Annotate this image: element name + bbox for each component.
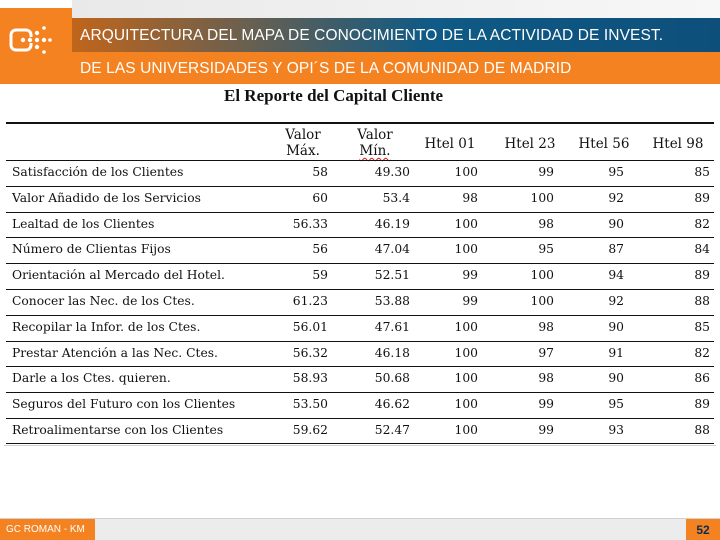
cell-max: 58.93 — [292, 371, 328, 386]
table-row — [6, 418, 714, 444]
table-row — [6, 315, 714, 341]
col-header-h01: Htel 01 — [424, 136, 476, 152]
row-label: Satisfacción de los Clientes — [12, 165, 184, 179]
table-body — [6, 160, 714, 444]
cell-h56: 91 — [608, 345, 624, 360]
cell-min: 47.04 — [374, 242, 410, 257]
cell-max: 61.23 — [292, 293, 328, 308]
table-row — [6, 160, 714, 186]
cell-h98: 88 — [694, 422, 710, 437]
cell-max: 58 — [312, 165, 328, 179]
footer-author: GC ROMAN - KM — [6, 524, 85, 535]
table-row — [6, 212, 714, 238]
table-row — [6, 366, 714, 392]
cell-min: 50.68 — [374, 371, 410, 386]
cell-h56: 93 — [608, 422, 624, 437]
slide-footer — [0, 518, 720, 540]
cell-h01: 99 — [462, 268, 478, 283]
cell-h01: 100 — [454, 242, 478, 257]
row-label: Lealtad de los Clientes — [12, 216, 155, 231]
cell-h23: 98 — [538, 371, 554, 386]
cell-h01: 98 — [462, 190, 478, 205]
page-number: 52 — [686, 519, 720, 540]
cell-h56: 90 — [608, 216, 624, 231]
cell-h56: 90 — [608, 371, 624, 386]
logo-box — [0, 8, 72, 84]
cell-h01: 100 — [454, 165, 478, 179]
col-header-h23: Htel 23 — [504, 136, 556, 152]
row-label: Darle a los Ctes. quieren. — [12, 371, 171, 386]
cell-min: 46.18 — [374, 345, 410, 360]
cell-h23: 95 — [538, 242, 554, 257]
cell-min: 46.19 — [374, 216, 410, 231]
cell-h23: 97 — [538, 345, 554, 360]
report-image — [4, 84, 716, 446]
cell-max: 56.33 — [292, 216, 328, 231]
table-row — [6, 289, 714, 315]
slide-title-line-2: DE LAS UNIVERSIDADES Y OPI´S DE LA COMUNIDAD DE MADRID — [80, 60, 572, 77]
cell-h56: 90 — [608, 319, 624, 334]
cell-h98: 84 — [694, 242, 710, 257]
cell-h23: 100 — [530, 293, 554, 308]
cell-h98: 85 — [694, 319, 710, 334]
col-header-min-line2: Mín. — [359, 143, 391, 159]
cell-max: 56 — [312, 242, 328, 257]
table-row — [6, 263, 714, 289]
arrow-dots-logo-icon — [9, 24, 53, 64]
cell-max: 59.62 — [292, 422, 328, 437]
cell-h98: 82 — [694, 216, 710, 231]
cell-h01: 99 — [462, 293, 478, 308]
cell-max: 53.50 — [292, 397, 328, 412]
report-title: El Reporte del Capital Cliente — [224, 86, 444, 105]
footer-brand — [0, 519, 95, 540]
report-table — [6, 122, 714, 444]
slide-title-line-1: ARQUITECTURA DEL MAPA DE CONOCIMIENTO DE LA ACTIVIDAD DE INVEST. — [80, 27, 664, 44]
col-header-min-line1: Valor — [357, 127, 393, 143]
row-label: Orientación al Mercado del Hotel. — [12, 268, 225, 283]
col-header-h98: Htel 98 — [652, 136, 704, 152]
col-header-min — [340, 127, 410, 159]
cell-h01: 100 — [454, 422, 478, 437]
cell-h01: 100 — [454, 371, 478, 386]
cell-h56: 87 — [608, 242, 624, 257]
cell-h23: 100 — [530, 268, 554, 283]
cell-h98: 88 — [694, 293, 710, 308]
cell-h01: 100 — [454, 319, 478, 334]
cell-h23: 99 — [538, 397, 554, 412]
cell-max: 56.32 — [292, 345, 328, 360]
cell-min: 49.30 — [374, 165, 410, 179]
col-header-max-line2: Máx. — [286, 143, 320, 159]
table-header — [6, 122, 714, 160]
cell-h56: 95 — [608, 397, 624, 412]
cell-max: 56.01 — [292, 319, 328, 334]
table-row — [6, 186, 714, 212]
blank-area — [0, 446, 720, 518]
cell-h56: 92 — [608, 293, 624, 308]
cell-h01: 100 — [454, 345, 478, 360]
cell-h23: 99 — [538, 165, 554, 179]
cell-h23: 100 — [530, 190, 554, 205]
col-header-max — [268, 127, 338, 159]
cell-min: 46.62 — [374, 397, 410, 412]
cell-h98: 85 — [694, 165, 710, 179]
cell-h56: 94 — [608, 268, 624, 283]
cell-h23: 99 — [538, 422, 554, 437]
cell-h01: 100 — [454, 216, 478, 231]
row-label: Seguros del Futuro con los Clientes — [12, 397, 236, 412]
cell-h56: 95 — [608, 165, 624, 179]
row-label: Prestar Atención a las Nec. Ctes. — [12, 345, 218, 360]
cell-h01: 100 — [454, 397, 478, 412]
top-strip — [72, 0, 720, 18]
cell-h98: 89 — [694, 268, 710, 283]
cell-min: 53.88 — [374, 293, 410, 308]
row-label: Recopilar la Infor. de los Ctes. — [12, 319, 201, 334]
col-header-max-line1: Valor — [285, 127, 321, 143]
cell-min: 52.51 — [374, 268, 410, 283]
table-row — [6, 392, 714, 418]
row-label: Retroalimentarse con los Clientes — [12, 422, 224, 437]
cell-h56: 92 — [608, 190, 624, 205]
cell-min: 47.61 — [374, 319, 410, 334]
cell-h23: 98 — [538, 216, 554, 231]
cell-h98: 89 — [694, 397, 710, 412]
cell-h23: 98 — [538, 319, 554, 334]
cell-h98: 86 — [694, 371, 710, 386]
row-label: Conocer las Nec. de los Ctes. — [12, 293, 195, 308]
cell-h98: 89 — [694, 190, 710, 205]
table-row — [6, 237, 714, 263]
row-label: Valor Añadido de los Servicios — [12, 190, 201, 205]
cell-min: 53.4 — [382, 190, 410, 205]
table-row — [6, 341, 714, 367]
col-header-h56: Htel 56 — [578, 136, 630, 152]
cell-max: 60 — [312, 190, 328, 205]
row-label: Número de Clientas Fijos — [12, 242, 171, 257]
cell-max: 59 — [312, 268, 328, 283]
cell-min: 52.47 — [374, 422, 410, 437]
slide-header — [0, 0, 720, 84]
cell-h98: 82 — [694, 345, 710, 360]
